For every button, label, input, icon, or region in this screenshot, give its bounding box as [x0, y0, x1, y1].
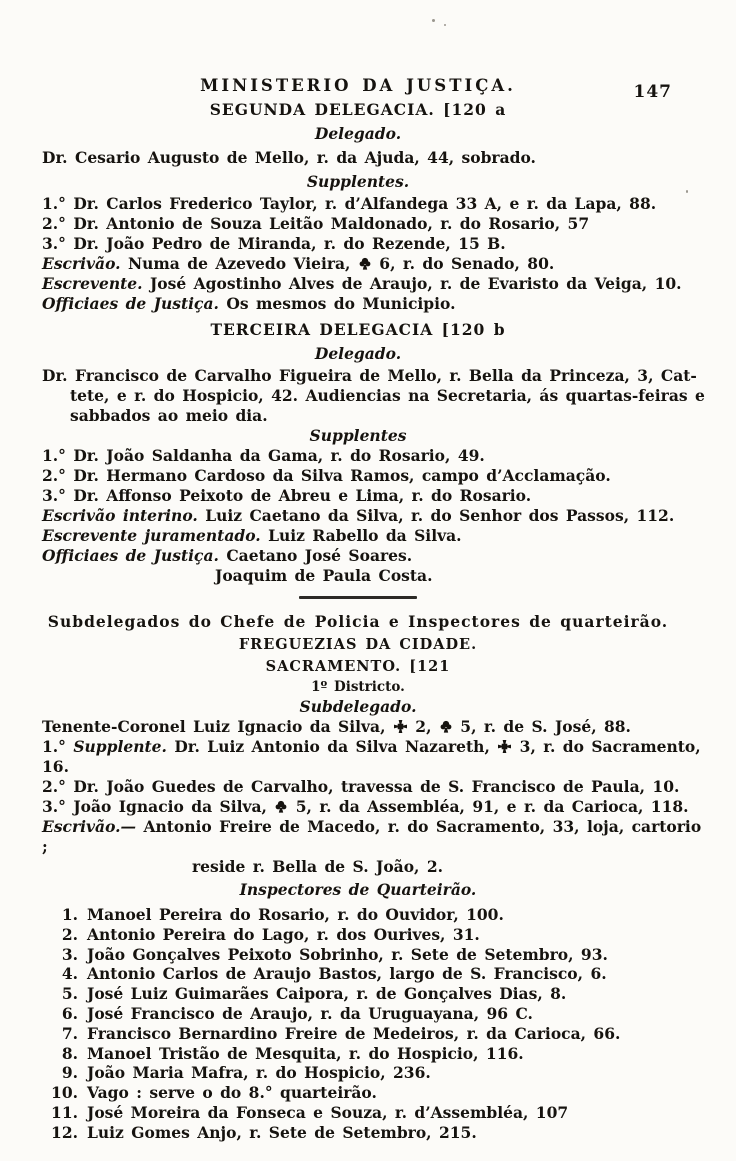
officiaes-entry — [42, 294, 710, 314]
official-name: José Agostinho Alves de Araujo, r. de Evaristo da Veiga, 10. — [149, 274, 682, 293]
officiaes-entry-second: Joaquim de Paula Costa. — [215, 566, 433, 585]
freguezias-subtitle: FREGUEZIAS DA CIDADE. — [238, 636, 478, 653]
official-role: Officiaes de Justiça. — [42, 546, 219, 565]
inspector-row — [42, 984, 710, 1004]
page-header-title: MINISTERIO DA JUSTIÇA. — [200, 76, 516, 95]
supplente-number: 1.° — [42, 737, 66, 756]
inspector-row — [42, 1044, 710, 1064]
escrivao-entry-line2: reside r. Bella de S. João, 2. — [192, 857, 444, 876]
official-role: Escrivão.— — [42, 817, 137, 836]
supplente-entry: 2.° Dr. Antonio de Souza Leitão Maldonado, r. do Rosario, 57 — [42, 214, 590, 233]
inspector-number: 11. — [51, 1102, 78, 1122]
inspector-row — [42, 905, 710, 925]
district-label: 1º Districto. — [311, 679, 405, 695]
escrevente-entry — [42, 526, 710, 546]
official-role: Escrevente. — [42, 274, 143, 293]
delegado-entry: Dr. Cesario Augusto de Mello, r. da Ajuda, 44, sobrado. — [42, 148, 536, 167]
delegado-entry-line: tete, e r. do Hospicio, 42. Audiencias na Secretaria, ás quartas-feiras e — [70, 386, 705, 405]
inspector-name: Antonio Pereira do Lago, r. dos Ourives, 31. — [87, 924, 480, 944]
imperial-crest-icon — [440, 720, 452, 733]
official-name: João Ignacio da Silva, — [73, 797, 267, 816]
scan-speck — [686, 190, 688, 193]
supplente-entry — [42, 737, 710, 777]
escrivao-entry — [42, 254, 710, 274]
inspector-name: Vago : serve o do 8.° quarteirão. — [87, 1083, 377, 1103]
imperial-crest-icon — [275, 800, 287, 813]
inspector-row — [42, 945, 710, 965]
order-cross-icon — [498, 740, 511, 753]
officiaes-entry — [42, 546, 710, 566]
segunda-delegacia-heading: SEGUNDA DELEGACIA. [120 a — [209, 100, 507, 119]
escrevente-entry — [42, 274, 710, 294]
official-address: 5, r. de S. José, 88. — [460, 717, 631, 736]
inspector-row — [42, 1004, 710, 1024]
section-divider — [299, 596, 417, 599]
delegado-entry-line: sabbados ao meio dia. — [70, 406, 268, 425]
inspector-name: Manoel Tristão de Mesquita, r. do Hospicio, 116. — [87, 1043, 524, 1063]
inspectores-title: Inspectores de Quarteirão. — [239, 880, 477, 899]
supplente-entry: 3.° Dr. João Pedro de Miranda, r. do Rezende, 15 B. — [42, 234, 506, 253]
inspector-row — [42, 1063, 710, 1083]
inspector-number: 2. — [61, 924, 78, 944]
supplente-entry — [42, 777, 710, 797]
official-name: Antonio Freire de Macedo, r. do Sacramento, 33, loja, cartorio ; — [42, 817, 702, 856]
inspector-number: 3. — [61, 944, 78, 964]
official-address: 5, r. da Assembléa, 91, e r. da Carioca, 118. — [295, 797, 689, 816]
supplente-entry: 1.° Dr. João Saldanha da Gama, r. do Rosario, 49. — [42, 446, 485, 465]
terceira-delegacia-heading: TERCEIRA DELEGACIA [120 b — [210, 320, 506, 339]
parish-heading: SACRAMENTO. [121 — [265, 658, 451, 675]
supplente-number: 2.° — [42, 777, 66, 796]
delegado-label: Delegado. — [314, 344, 402, 363]
inspector-number: 4. — [61, 964, 78, 984]
supplentes-label: Supplentes — [309, 426, 407, 445]
inspector-row — [42, 1123, 710, 1143]
official-name: Os mesmos do Municipio. — [226, 294, 456, 313]
inspector-name: José Luiz Guimarães Caipora, r. de Gonçalves Dias, 8. — [87, 984, 567, 1004]
supplente-number: 3.° — [42, 797, 66, 816]
official-role: Escrivão. — [42, 254, 121, 273]
official-name: Caetano José Soares. — [226, 546, 413, 565]
inspector-row — [42, 1024, 710, 1044]
delegado-label: Delegado. — [314, 124, 402, 143]
subdelegado-entry — [42, 717, 710, 737]
official-address: 3, r. do Sacramento, 16. — [42, 737, 701, 776]
inspector-number: 6. — [61, 1003, 78, 1023]
inspector-name: Francisco Bernardino Freire de Medeiros, r. da Carioca, 66. — [87, 1023, 621, 1043]
supplente-entry: 2.° Dr. Hermano Cardoso da Silva Ramos, campo d’Acclamação. — [42, 466, 611, 485]
official-name: Luiz Caetano da Silva, r. do Senhor dos Passos, 112. — [205, 506, 675, 525]
decoration-number: 2, — [415, 717, 432, 736]
official-role: Officiaes de Justiça. — [42, 294, 219, 313]
official-role: Escrivão interino. — [42, 506, 198, 525]
scan-speck — [432, 19, 435, 22]
official-address: 6, r. do Senado, 80. — [379, 254, 555, 273]
supplente-entry — [42, 797, 710, 817]
supplentes-label: Supplentes. — [306, 172, 410, 191]
page-number: 147 — [633, 82, 672, 102]
subdelegados-section-title: Subdelegados do Chefe de Policia e Inspectores de quarteirão. — [47, 612, 669, 631]
inspector-row — [42, 1083, 710, 1103]
inspector-name: João Gonçalves Peixoto Sobrinho, r. Sete de Setembro, 93. — [87, 944, 608, 964]
inspector-name: João Maria Mafra, r. do Hospicio, 236. — [87, 1063, 431, 1083]
inspector-number: 12. — [51, 1122, 78, 1142]
official-name: Tenente-Coronel Luiz Ignacio da Silva, — [42, 717, 386, 736]
official-name: Dr. Luiz Antonio da Silva Nazareth, — [174, 737, 490, 756]
imperial-crest-icon — [359, 257, 371, 270]
inspector-row — [42, 925, 710, 945]
inspector-number: 10. — [51, 1083, 78, 1103]
delegado-entry-line: Dr. Francisco de Carvalho Figueira de Mello, r. Bella da Princeza, 3, Cat- — [42, 366, 697, 385]
order-cross-icon — [394, 720, 407, 733]
inspector-number: 7. — [61, 1023, 78, 1043]
escrivao-entry — [42, 506, 710, 526]
supplente-entry: 1.° Dr. Carlos Frederico Taylor, r. d’Alfandega 33 A, e r. da Lapa, 88. — [42, 194, 657, 213]
official-name: Dr. João Guedes de Carvalho, travessa de S. Francisco de Paula, 10. — [73, 777, 680, 796]
escrivao-entry — [42, 817, 710, 857]
inspector-number: 5. — [61, 984, 78, 1004]
inspector-name: José Moreira da Fonseca e Souza, r. d’Assembléa, 107 — [87, 1102, 569, 1122]
inspector-name: José Francisco de Araujo, r. da Uruguayana, 96 C. — [87, 1003, 533, 1023]
supplente-entry: 3.° Dr. Affonso Peixoto de Abreu e Lima, r. do Rosario. — [42, 486, 532, 505]
inspector-name: Luiz Gomes Anjo, r. Sete de Setembro, 215. — [87, 1122, 477, 1142]
inspector-number: 8. — [61, 1043, 78, 1063]
supplente-role: Supplente. — [73, 737, 167, 756]
inspector-number: 9. — [61, 1063, 78, 1083]
inspector-name: Antonio Carlos de Araujo Bastos, largo de S. Francisco, 6. — [87, 964, 607, 984]
inspector-name: Manoel Pereira do Rosario, r. do Ouvidor, 100. — [87, 905, 504, 924]
inspector-row — [42, 964, 710, 984]
scan-speck — [444, 24, 446, 26]
official-name: Numa de Azevedo Vieira, — [127, 254, 351, 273]
inspector-row — [42, 1103, 710, 1123]
subdelegado-label: Subdelegado. — [299, 697, 417, 716]
official-name: Luiz Rabello da Silva. — [268, 526, 462, 545]
inspector-number: 1. — [61, 905, 78, 924]
official-role: Escrevente juramentado. — [42, 526, 261, 545]
